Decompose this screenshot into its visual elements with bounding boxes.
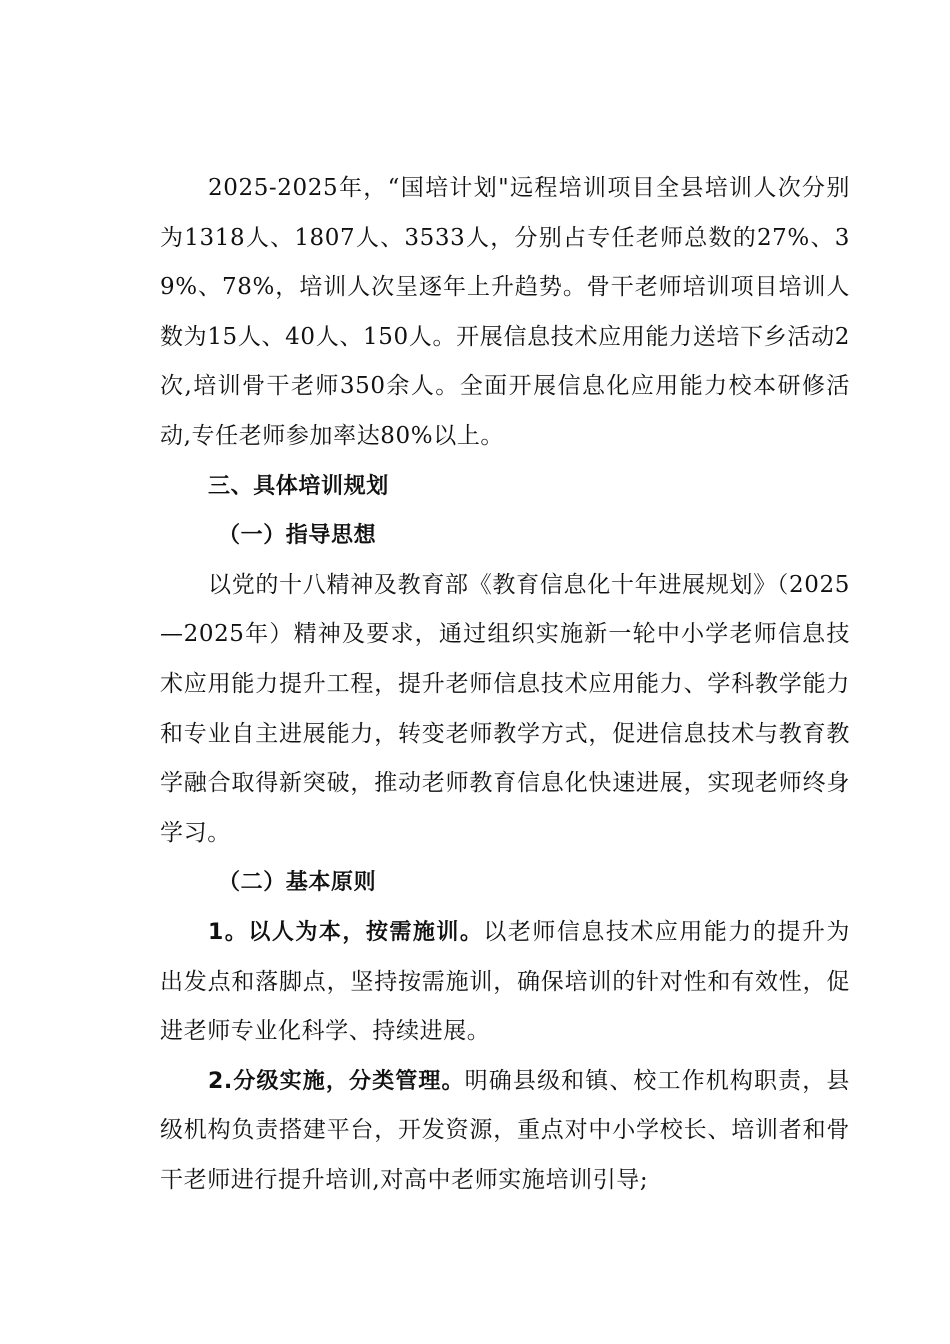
principle-2-lead: 2.分级实施，分类管理。 <box>208 1068 465 1094</box>
section-heading-training-plan: 三、具体培训规划 <box>208 473 389 499</box>
principle-1-lead: 1。以人为本，按需施训。 <box>208 919 484 945</box>
paragraph-training-statistics: 2025-2025年，“国培计划"远程培训项目全县培训人次分别为1318人、1807人、3533人，分别占专任老师总数的27%、39%、78%，培训人次呈逐年上升趋势。骨干老师培训项目培训人数为15人、40人、150人。开展信息技术应用能力送培下乡活动2次,培训骨干老师350余人。全面开展信息化应用能力校本研修活动,专任老师参加率达80%以上。 <box>160 175 850 449</box>
document-body <box>160 164 850 1205</box>
principle-1-text: 以老师信息技术应用能力的提升为出发点和落脚点，坚持按需施训，确保培训的针对性和有效性，促进老师专业化科学、持续进展。 <box>160 918 851 1045</box>
principle-2-text: 明确县级和镇、校工作机构职责，县级机构负责搭建平台，开发资源，重点对中小学校长、培训者和骨干老师进行提升培训,对高中老师实施培训引导; <box>160 1067 850 1193</box>
subheading-basic-principles: （二）基本原则 <box>218 870 377 896</box>
principle-2-paragraph <box>160 1057 850 1206</box>
subheading-guiding-ideology: （一）指导思想 <box>218 523 377 549</box>
paragraph-guiding-ideology: 以党的十八精神及教育部《教育信息化十年进展规划》（2025—2025年）精神及要求，通过组织实施新一轮中小学老师信息技术应用能力提升工程，提升老师信息技术应用能力、学科教学能力和专业自主进展能力，转变老师教学方式，促进信息技术与教育教学融合取得新突破，推动老师教育信息化快速进展，实现老师终身学习。 <box>160 571 850 846</box>
principle-1-paragraph <box>160 908 850 1057</box>
